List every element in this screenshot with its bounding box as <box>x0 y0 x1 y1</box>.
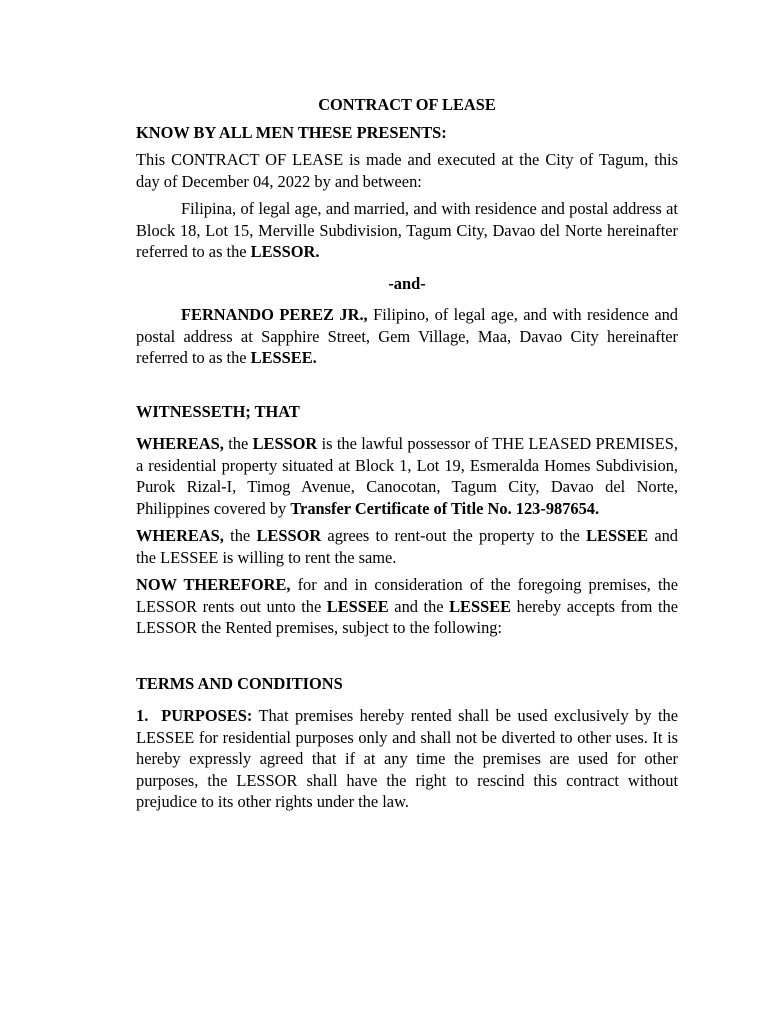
whereas1-b3: Transfer Certificate of Title No. 123-987654. <box>290 498 600 518</box>
now-therefore-b2: LESSEE <box>326 596 389 616</box>
intro-paragraph: This CONTRACT OF LEASE is made and executed at the City of Tagum, this day of December 04, 2022 by and between: <box>136 150 678 191</box>
and-text: -and- <box>388 273 426 293</box>
whereas2-b2: LESSOR <box>256 526 322 545</box>
whereas1-b1: WHEREAS, <box>136 434 224 453</box>
whereas2-t2: agrees to rent-out the property to the <box>321 526 587 545</box>
now-therefore-t3: hereby accepts from the LESSOR the Rented premises, subject to the following: <box>136 596 679 637</box>
whereas1-b2: LESSOR <box>252 434 318 453</box>
now-therefore-t1: for and in consideration of the foregoing premises, the LESSOR rents out unto the <box>136 575 678 616</box>
and-separator <box>136 273 678 295</box>
whereas1-t2: is the lawful possessor of THE LEASED PREMISES, a residential property situated at Block 1, Lot 19, Esmeralda Homes Subdivision, Purok Rizal-I, Timog Avenue, Canocotan, Tagum City, Davao del Norte, Philippines covered by <box>136 434 678 518</box>
witnesseth-heading: WITNESSETH; THAT <box>136 401 300 421</box>
document-body <box>136 94 678 813</box>
terms-heading: TERMS AND CONDITIONS <box>136 673 343 693</box>
whereas2-b1: WHEREAS, <box>136 526 224 545</box>
term-1-paragraph <box>136 705 678 813</box>
whereas2-b3: LESSEE <box>586 526 649 545</box>
whereas1-t1: the <box>223 434 253 453</box>
now-therefore-b1: NOW THEREFORE, <box>136 575 291 594</box>
whereas2-t3: and the LESSEE is willing to rent the same. <box>136 526 678 567</box>
now-therefore-t2: and the <box>388 596 450 616</box>
whereas2-t1: the <box>223 526 257 545</box>
whereas-paragraph-1 <box>136 433 678 519</box>
lessee-label: LESSEE. <box>250 348 317 367</box>
now-therefore-b3: LESSEE <box>449 596 512 616</box>
lessee-name: FERNANDO PEREZ JR., <box>181 305 368 324</box>
lessor-label: LESSOR. <box>250 242 320 261</box>
whereas-paragraph-2 <box>136 525 678 568</box>
term1-label: 1. PURPOSES: <box>136 706 253 725</box>
document-title: CONTRACT OF LEASE <box>318 95 496 114</box>
lessee-paragraph <box>136 304 678 369</box>
know-by-heading: KNOW BY ALL MEN THESE PRESENTS: <box>136 122 447 142</box>
lessor-text: Filipina, of legal age, and married, and with residence and postal address at Block 18, Lot 15, Merville Subdivision, Tagum City, Davao del Norte hereinafter referred to as the <box>136 199 678 261</box>
term1-text: That premises hereby rented shall be used exclusively by the LESSEE for residential purposes only and shall not be diverted to other uses. It is hereby expressly agreed that if at any time the premises are used for other purposes, the LESSOR shall have the right to rescind this contract without prejudice to its other rights under the law. <box>136 706 679 811</box>
now-therefore-paragraph <box>136 574 678 639</box>
lessee-text: Filipino, of legal age, and with residence and postal address at Sapphire Street, Gem Village, Maa, Davao City hereinafter referred to as the <box>136 305 678 367</box>
lessor-paragraph <box>136 198 678 263</box>
